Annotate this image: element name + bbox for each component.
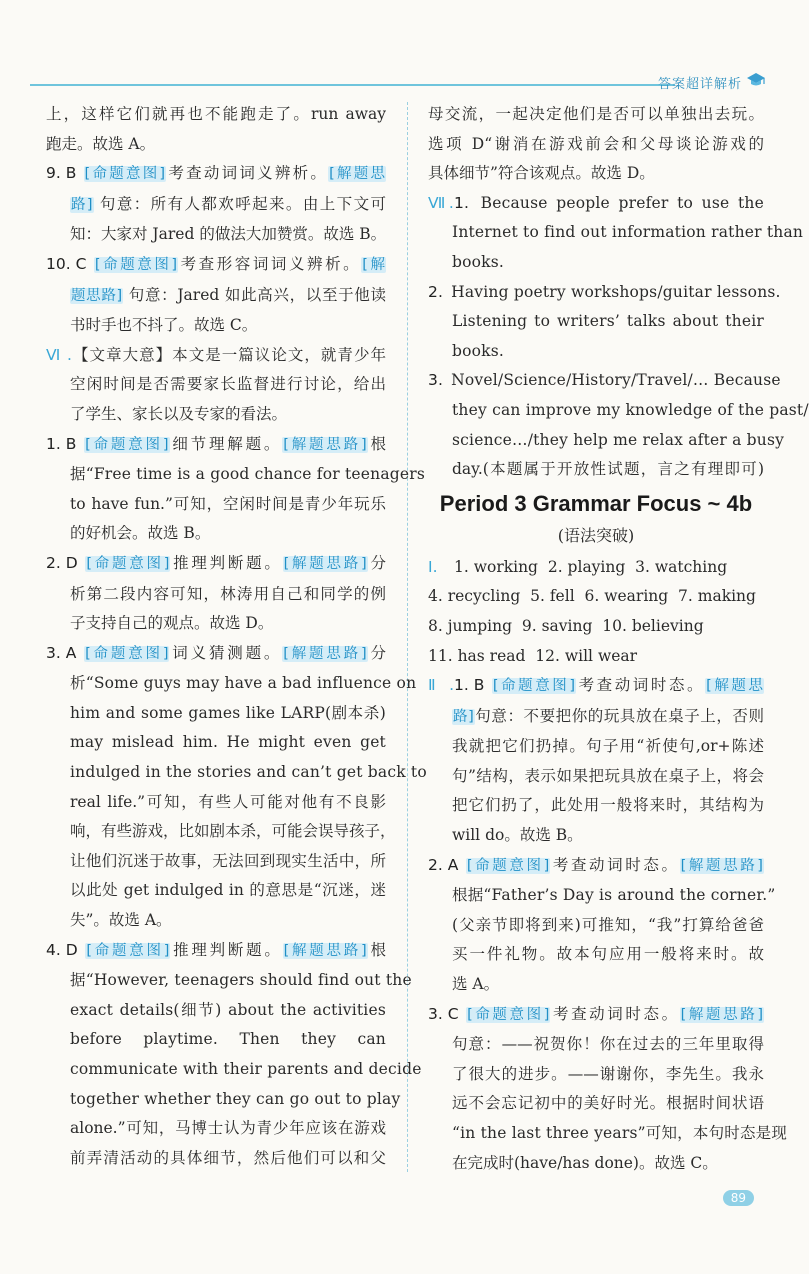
answer-number: 9. B [46,164,77,183]
section-1-row: 8. jumping 9. saving 10. believing [428,616,704,635]
thinking-tag: [解 [362,256,385,273]
text-line: 子支持自己的观点。故选 D。 [70,614,274,633]
text-line: 选项 D“谢消在游戏前会和父母谈论游戏的 [428,134,764,153]
text-line: “in the last three years”可知，本句时态是现 [452,1124,788,1142]
answer-3: 3. A [命题意图]词义猜测题。[解题思路]分 [46,643,386,662]
text-line: alone.”可知，马博士认为青少年应该在游戏 [70,1119,386,1138]
text-line: 了很大的进步。——谢谢你，李先生。我永 [452,1064,764,1083]
answer-number: 10. C [46,254,87,273]
text-line: 母交流，一起决定他们是否可以单独出去玩。 [428,105,764,123]
text-line: 买一件礼物。故本句应用一般将来时。故 [452,945,764,964]
section-1-row: 11. has read 12. will wear [428,646,638,665]
text-line: 据“However, teenagers should find out the [70,971,412,990]
text-line: 句”结构，表示如果把玩具放在桌子上，将会 [452,766,764,785]
intent-tag: [命题意图] [84,166,166,183]
graduation-cap-icon [746,70,766,90]
text-line: day.(本题属于开放性试题，言之有理即可) [452,460,764,479]
text-line: 路] 句意：所有人都欢呼起来。由上下文可 [71,194,386,213]
header-title: 答案超详解析 [657,77,742,92]
answer-2: 2. D [命题意图]推理判断题。[解题思路]分 [46,553,386,572]
text-line: real life.”可知，有些人可能对他有不良影 [70,792,386,811]
text-line: 以此处 get indulged in 的意思是“沉迷，迷 [70,881,386,900]
period-title: Period 3 Grammar Focus ~ 4b [439,490,753,516]
period-subtitle: (语法突破) [557,525,635,545]
answer-4: 4. D [命题意图]推理判断题。[解题思路]根 [46,940,386,959]
section-2-answer-2: 2. A [命题意图]考查动词时态。[解题思路] [428,855,763,874]
text-line: 书时手也不抖了。故选 C。 [70,316,258,335]
text-line: exact details(细节) about the activities [70,1000,386,1019]
text-line: 选 A。 [452,975,500,994]
text-line: 前弄清活动的具体细节，然后他们可以和父 [70,1148,386,1167]
text-line: before playtime. Then they can [70,1030,386,1049]
section-number: Ⅵ. [46,345,72,364]
text-line: 空闲时间是否需要家长监督进行讨论，给出 [70,375,386,394]
section-2-answer-1: Ⅱ.1. B [命题意图]考查动词时态。[解题思 [428,676,763,695]
text-line: 我就把它们扔掉。句子用“祈使句,or+陈述 [452,737,764,756]
text-line: 远不会忘记初中的美好时光。根据时间状语 [452,1094,764,1113]
section-1-row: Ⅰ. 1. working 2. playing 3. watching [428,557,728,576]
text-line: him and some games like LARP(剧本杀) [70,703,386,722]
right-column [428,100,809,1178]
column-divider [407,102,408,1172]
text-line: to have fun.”可知，空闲时间是青少年玩乐 [70,494,386,513]
text-line: 上，这样它们就再也不能跑走了。run away [46,105,386,123]
section-7-answer-2: 2. Having poetry workshops/guitar lessons. [428,282,781,301]
text-line: 据“Free time is a good chance for teenagers [70,465,426,484]
text-line: books. [452,341,505,360]
answer-9: 9. B [命题意图]考查动词词义辨析。[解题思 [46,159,386,190]
text-line: 失”。故选 A。 [70,911,172,930]
text-line: 具体细节”符合该观点。故选 D。 [428,164,655,183]
section-7-answer-1: Ⅶ.1. Because people prefer to use the [428,189,764,219]
text-line: science…/they help me relax after a busy [452,430,785,449]
text-line: 路]句意：不要把你的玩具放在桌子上，否则 [453,706,764,725]
page-header [30,70,770,94]
text-line: communicate with their parents and decide [70,1060,422,1078]
section-7-answer-3: 3. Novel/Science/History/Travel/… Because [428,371,781,390]
text-line: 根据“Father’s Day is around the corner.” [452,886,776,905]
thinking-tag: [解题思 [329,166,385,183]
text-line: 在完成时(have/has done)。故选 C。 [452,1153,718,1172]
text-line: 跑走。故选 A。 [46,134,156,153]
section-6-summary: Ⅵ.【文章大意】本文是一篇议论文，就青少年 [46,341,386,371]
text-line: they can improve my knowledge of the past/ [452,400,809,419]
text-line: 句意：——祝贺你！你在过去的三年里取得 [452,1035,764,1054]
answer-1: 1. B [命题意图]细节理解题。[解题思路]根 [46,434,386,453]
text-line: 把它们扔了，此处用一般将来时，其结构为 [452,796,764,815]
section-1-row: 4. recycling 5. fell 6. wearing 7. making [428,587,756,606]
text-line: Listening to writers’ talks about their [452,312,764,331]
text-line: together whether they can go out to play [70,1089,401,1108]
section-2-answer-3: 3. C [命题意图]考查动词时态。[解题思路] [428,1004,763,1023]
text-line: 的好机会。故选 B。 [70,524,211,543]
intent-tag: [命题意图] [94,256,178,273]
text-line: 析“Some guys may have a bad influence on [70,674,417,693]
text-line: 知：大家对 Jared 的做法大加赞赏。故选 B。 [70,225,387,244]
text-line: 题思路] 句意：Jared 如此高兴，以至于他读 [71,285,386,304]
text-line: (父亲节即将到来)可推知，“我”打算给爸爸 [452,915,764,934]
text-line: indulged in the stories and can’t get back to [70,763,427,782]
text-line: 响，有些游戏，比如剧本杀，可能会误导孩子， [70,822,396,841]
answer-10: 10. C [命题意图]考查形容词词义辨析。[解 [46,250,386,281]
text-line: may mislead him. He might even get [70,733,386,752]
text-line: 让他们沉迷于故事，无法回到现实生活中，所 [70,851,386,870]
left-column [46,100,427,1173]
header-rule [30,84,675,86]
text-line: will do。故选 B。 [452,826,583,845]
text-line: 了学生、家长以及专家的看法。 [70,404,288,423]
page-number: 89 [723,1190,754,1206]
text-line: Internet to find out information rather than [452,223,804,242]
section-number: Ⅶ. [428,193,454,212]
text-line: 析第二段内容可知，林涛用自己和同学的例 [70,584,386,603]
text-line: books. [452,252,505,271]
